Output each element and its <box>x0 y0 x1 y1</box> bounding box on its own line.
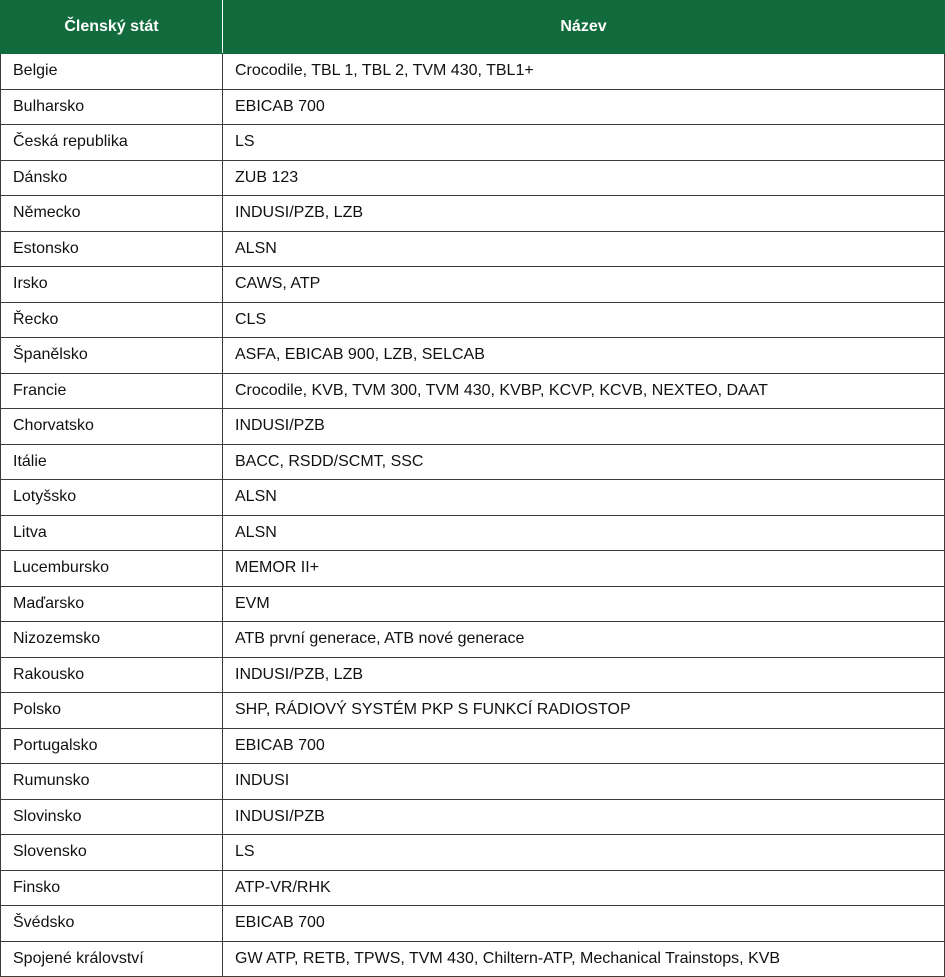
cell-system-name: GW ATP, RETB, TPWS, TVM 430, Chiltern-ATP, Mechanical Trainstops, KVB <box>223 941 945 977</box>
table-row <box>1 54 945 90</box>
table-row <box>1 267 945 303</box>
cell-member-state: Maďarsko <box>1 586 223 622</box>
cell-system-name: EBICAB 700 <box>223 728 945 764</box>
cell-system-name: EBICAB 700 <box>223 906 945 942</box>
header-member-state: Členský stát <box>1 1 223 54</box>
cell-system-name: LS <box>223 835 945 871</box>
table-row <box>1 870 945 906</box>
table-row <box>1 444 945 480</box>
cell-system-name: CAWS, ATP <box>223 267 945 303</box>
cell-member-state: Slovinsko <box>1 799 223 835</box>
cell-system-name: Crocodile, TBL 1, TBL 2, TVM 430, TBL1+ <box>223 54 945 90</box>
table-row <box>1 586 945 622</box>
table-row <box>1 125 945 161</box>
table-row <box>1 657 945 693</box>
cell-member-state: Rumunsko <box>1 764 223 800</box>
cell-member-state: Belgie <box>1 54 223 90</box>
cell-system-name: Crocodile, KVB, TVM 300, TVM 430, KVBP, KCVP, KCVB, NEXTEO, DAAT <box>223 373 945 409</box>
cell-system-name: ATB první generace, ATB nové generace <box>223 622 945 658</box>
table-row <box>1 302 945 338</box>
cell-member-state: Slovensko <box>1 835 223 871</box>
table-row <box>1 728 945 764</box>
cell-system-name: INDUSI/PZB <box>223 409 945 445</box>
cell-member-state: Lotyšsko <box>1 480 223 516</box>
table-body <box>1 54 945 977</box>
table-row <box>1 906 945 942</box>
table-row <box>1 515 945 551</box>
cell-member-state: Španělsko <box>1 338 223 374</box>
cell-member-state: Portugalsko <box>1 728 223 764</box>
cell-system-name: ALSN <box>223 480 945 516</box>
cell-member-state: Rakousko <box>1 657 223 693</box>
cell-member-state: Finsko <box>1 870 223 906</box>
cell-member-state: Polsko <box>1 693 223 729</box>
cell-system-name: CLS <box>223 302 945 338</box>
cell-member-state: Dánsko <box>1 160 223 196</box>
table-row <box>1 764 945 800</box>
cell-member-state: Německo <box>1 196 223 232</box>
cell-member-state: Nizozemsko <box>1 622 223 658</box>
cell-member-state: Irsko <box>1 267 223 303</box>
table-row <box>1 480 945 516</box>
table-row <box>1 338 945 374</box>
table-row <box>1 835 945 871</box>
table-row <box>1 941 945 977</box>
cell-system-name: ZUB 123 <box>223 160 945 196</box>
cell-system-name: INDUSI <box>223 764 945 800</box>
table-row <box>1 231 945 267</box>
header-name: Název <box>223 1 945 54</box>
cell-system-name: EVM <box>223 586 945 622</box>
table-row <box>1 622 945 658</box>
table-row <box>1 693 945 729</box>
cell-system-name: INDUSI/PZB <box>223 799 945 835</box>
cell-system-name: ALSN <box>223 231 945 267</box>
cell-member-state: Bulharsko <box>1 89 223 125</box>
table-row <box>1 409 945 445</box>
table-header <box>1 1 945 54</box>
table-row <box>1 799 945 835</box>
table-row <box>1 373 945 409</box>
cell-system-name: INDUSI/PZB, LZB <box>223 196 945 232</box>
cell-member-state: Litva <box>1 515 223 551</box>
cell-system-name: ASFA, EBICAB 900, LZB, SELCAB <box>223 338 945 374</box>
cell-member-state: Česká republika <box>1 125 223 161</box>
table-row <box>1 196 945 232</box>
cell-member-state: Spojené království <box>1 941 223 977</box>
cell-system-name: INDUSI/PZB, LZB <box>223 657 945 693</box>
cell-system-name: BACC, RSDD/SCMT, SSC <box>223 444 945 480</box>
cell-member-state: Estonsko <box>1 231 223 267</box>
cell-member-state: Francie <box>1 373 223 409</box>
table-row <box>1 160 945 196</box>
cell-member-state: Švédsko <box>1 906 223 942</box>
cell-member-state: Itálie <box>1 444 223 480</box>
cell-system-name: MEMOR II+ <box>223 551 945 587</box>
cell-system-name: ATP-VR/RHK <box>223 870 945 906</box>
cell-member-state: Lucembursko <box>1 551 223 587</box>
table-row <box>1 89 945 125</box>
cell-system-name: SHP, RÁDIOVÝ SYSTÉM PKP S FUNKCÍ RADIOSTOP <box>223 693 945 729</box>
cell-system-name: EBICAB 700 <box>223 89 945 125</box>
table-row <box>1 551 945 587</box>
header-row <box>1 1 945 54</box>
cell-system-name: ALSN <box>223 515 945 551</box>
cell-member-state: Řecko <box>1 302 223 338</box>
cell-system-name: LS <box>223 125 945 161</box>
cell-member-state: Chorvatsko <box>1 409 223 445</box>
